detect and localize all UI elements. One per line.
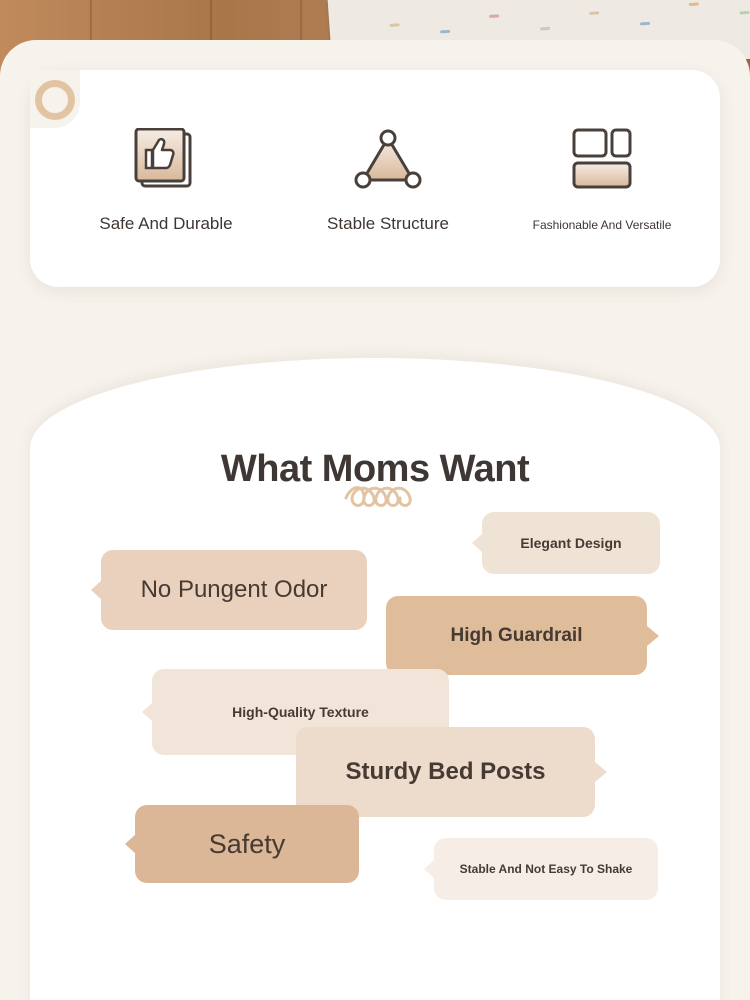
thumbs-up-icon — [129, 128, 203, 192]
feature-stable-structure — [288, 128, 488, 238]
want-label: Stable And Not Easy To Shake — [459, 862, 633, 876]
feature-fashionable-versatile — [502, 128, 702, 236]
want-bubble-elegant-design — [482, 512, 660, 574]
layout-grid-icon — [565, 128, 639, 192]
squiggle-decoration — [340, 480, 460, 510]
feature-label: Stable Structure — [327, 214, 449, 233]
feature-safe-durable — [66, 128, 266, 238]
want-bubble-high-guardrail — [386, 596, 647, 675]
want-label: High-Quality Texture — [232, 704, 369, 720]
want-bubble-sturdy-bed-posts — [296, 727, 595, 817]
want-bubble-no-pungent-odor — [101, 550, 367, 630]
want-label: High Guardrail — [450, 624, 583, 646]
feature-label: Safe And Durable — [99, 214, 233, 233]
want-label: Sturdy Bed Posts — [345, 758, 546, 785]
want-label: Elegant Design — [520, 535, 622, 551]
feature-label: Fashionable And Versatile — [532, 218, 672, 232]
ring-decoration — [35, 80, 75, 120]
triangle-structure-icon — [351, 128, 425, 192]
want-bubble-stable-not-shake — [434, 838, 658, 900]
want-bubble-safety — [135, 805, 359, 883]
want-label: Safety — [208, 828, 286, 859]
want-label: No Pungent Odor — [140, 576, 328, 603]
features-card — [30, 70, 720, 287]
section-title: What Moms Want — [220, 448, 530, 490]
